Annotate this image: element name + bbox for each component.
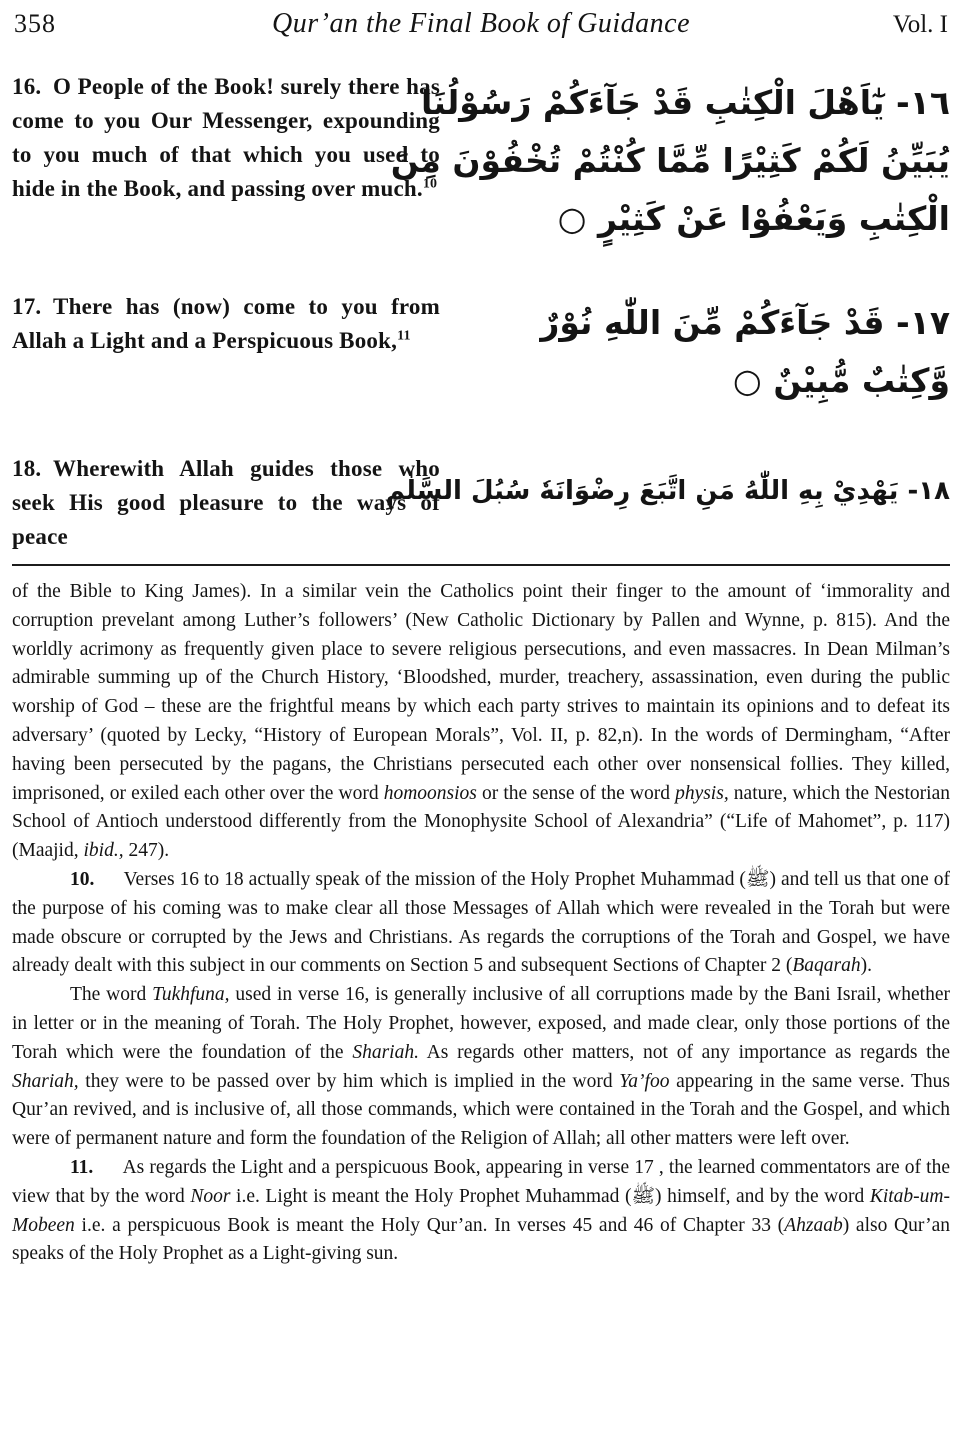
verse-17-text: 17. There has (now) come to you from Allah a Light and a Perspicuous Book, xyxy=(12,294,440,353)
footnote-text-run: of the Bible to King James). In a similar vein the Catholics point their finger to the amount of ‘immorality and corruption prevelant among Luther’s followers’ (New Catholic Dictionary by Pallen and Wynne, p. 815). And the worldly acrimony as frequently given place to severe religious persecutions, and even massacres. In Dean Milman’s admirable summing up of the Church History, ‘Bloodshed, murder, treachery, assassination, even during the public worship of God – these are the frightful means by which each party strives to maintain its opinions and to defeat its adversary’ (quoted by Lecky, “History of European Morals”, Vol. II, p. 82,n). In the words of Dermingham, “After having been persecuted by the pagans, the Christians persecuted each other over nonsensical follies. They killed, imprisoned, or exiled each other over the word xyxy=(12,581,950,804)
footnote-text-run: ) also Qur’an speaks of the Holy Prophet as a Light-giving sun. xyxy=(12,1214,950,1265)
page-number: 358 xyxy=(14,9,56,38)
footnote-text-run: The word xyxy=(70,984,153,1006)
footnote-paragraph xyxy=(12,578,950,866)
footnote-text-run: used in verse 16, is generally inclusive of all corruptions made by the Bani Israil, whether in letter or in the meaning of Torah. The Holy Prophet, however, exposed, and made clear, only those portions of the Torah which were the foundation of the xyxy=(12,984,950,1063)
footnote-text-run: i.e. Light is meant the Holy Prophet Muhammad (ﷺ) himself, and by the word xyxy=(230,1185,870,1207)
footnote-text-run: Tukhfuna, xyxy=(152,984,230,1006)
verse-16-footnote-ref: 10 xyxy=(422,176,438,192)
section-divider xyxy=(12,564,950,566)
verse-17-footnote-ref: 11 xyxy=(397,328,411,344)
footnote-text-run: appearing in the same verse. Thus Qur’an revived, and is inclusive of, all those commands, which were contained in the Torah and the Gospel, and which were of permanent nature and form the foundation of the Religion of Allah; all other matters were left over. xyxy=(12,1070,950,1150)
footnote-text-run: Verses 16 to 18 actually speak of the mission of the Holy Prophet Muhammad (ﷺ) and tell us that one of the purpose of his coming was to make clear all those Messages of Allah which were revealed in the Torah but were made obscure or corrupted by the Jews and Christians. As regards the corruptions of the Torah and Gospel, we have already dealt with this subject in our comments on Section 5 and subsequent Sections of Chapter 2 ( xyxy=(12,868,950,977)
footnote-text-run: Ya’foo xyxy=(619,1070,670,1092)
volume-label: Vol. I xyxy=(892,11,948,38)
verse-16-text: 16. O People of the Book! surely there has come to you Our Messenger, expounding to you much of that which you used to hide in the Book, and passing over much. xyxy=(12,74,440,201)
verse-row-16 xyxy=(12,70,950,248)
footnote-text-run: nature, which the Nestorian School of Antioch understood differently from the Monophysite School of Alexandria” (“Life of Mahomet”, p. 117) (Maajid, xyxy=(12,782,950,862)
arabic-verse-line: ١٨- يَهْدِيْ بِهِ اللّٰهُ مَنِ اتَّبَعَ رِضْوَانَهٗ سُبُلَ السَّلٰمِ xyxy=(385,476,950,506)
footnote-paragraph xyxy=(12,866,950,981)
verse-row-17 xyxy=(12,290,950,410)
footnote-text-run: 10. xyxy=(70,868,95,890)
arabic-verse-line: يُبَيِّنُ لَكُمْ كَثِيْرًا مِّمَّا كُنْتُمْ تُخْفُوْنَ مِنَ xyxy=(390,141,950,180)
footnote-text-run: Shariah, xyxy=(12,1070,79,1092)
footnote-paragraph xyxy=(12,981,950,1154)
footnote-text-run: ibid., xyxy=(83,840,124,862)
footnote-text-run: Ahzaab xyxy=(784,1214,843,1236)
footnote-text-run: 247). xyxy=(123,840,170,862)
footnote-text-run: As regards other matters, not of any importance as regards the xyxy=(418,1041,950,1063)
footnote-section xyxy=(12,578,950,1269)
footnote-text-run: homoonsios xyxy=(383,782,477,804)
footnote-text-run: 11. xyxy=(70,1156,94,1178)
arabic-verse-line: الْكِتٰبِ وَيَعْفُوْا عَنْ كَثِيْرٍ ○ xyxy=(557,199,950,238)
verses-section xyxy=(12,70,950,554)
footnote-text-run: Kitab-um-Mobeen xyxy=(12,1185,950,1236)
footnote-paragraph xyxy=(12,1154,950,1269)
page-header xyxy=(12,6,950,40)
footnote-text-run: ). xyxy=(860,955,873,977)
footnote-text-run: As regards the Light and a perspicuous Book, appearing in verse 17 , the learned commentators are of the view that by the word xyxy=(12,1156,950,1207)
arabic-verse-line: ١٦- يٰٓاَهْلَ الْكِتٰبِ قَدْ جَآءَكُمْ رَسُوْلُنَا xyxy=(420,83,950,122)
footnote-text-run: Shariah. xyxy=(352,1041,419,1063)
book-title: Qur’an the Final Book of Guidance xyxy=(271,8,690,39)
verse-17-arabic xyxy=(452,290,950,410)
verse-17-english xyxy=(12,290,440,358)
footnote-text-run: Baqarah xyxy=(792,955,861,977)
verse-16-english xyxy=(12,70,440,206)
footnote-text-run: or the sense of the word xyxy=(476,782,676,804)
arabic-verse-line: وَّكِتٰبٌ مُّبِيْنٌ ○ xyxy=(733,361,950,400)
footnote-text-run: they were to be passed over by him which is implied in the word xyxy=(78,1070,620,1092)
verse-18-text: 18. Wherewith Allah guides those who seek His good pleasure to the ways of peace xyxy=(12,456,440,549)
footnote-text-run: physis, xyxy=(675,782,729,804)
arabic-verse-line: ١٧- قَدْ جَآءَكُمْ مِّنَ اللّٰهِ نُوْرٌ xyxy=(540,303,950,342)
footnote-text-run: Noor xyxy=(190,1185,231,1207)
verse-row-18 xyxy=(12,452,950,554)
footnote-text-run: i.e. a perspicuous Book is meant the Holy Qur’an. In verses 45 and 46 of Chapter 33 ( xyxy=(74,1214,785,1236)
verse-18-english xyxy=(12,452,440,554)
verse-18-arabic xyxy=(385,452,950,516)
